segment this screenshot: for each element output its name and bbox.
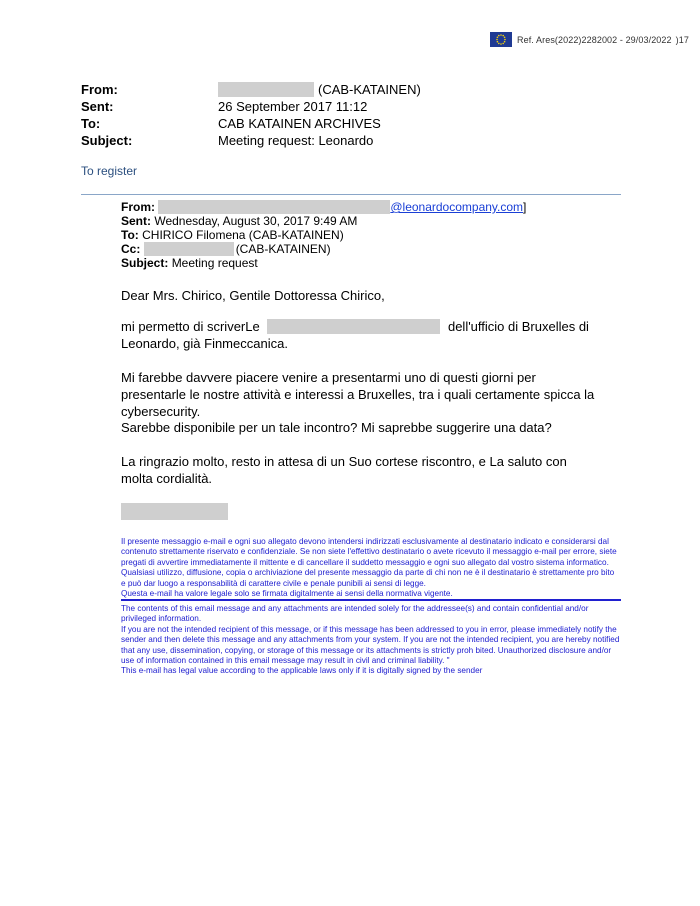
- disclaimer-english-legal: This e-mail has legal value according to the applicable laws only if it is digitally signed by the sender: [121, 666, 483, 676]
- from-department: (CAB-KATAINEN): [318, 82, 421, 97]
- signature-redaction: [121, 503, 228, 520]
- inner-to-label: To:: [121, 228, 139, 242]
- redaction-block: [267, 319, 440, 334]
- inner-from-label: From:: [121, 200, 155, 214]
- inner-subject-label: Subject:: [121, 256, 169, 270]
- paragraph-1-start: mi permetto di scriverLe: [121, 319, 260, 334]
- to-value: CAB KATAINEN ARCHIVES: [218, 116, 381, 131]
- register-note: To register: [81, 164, 138, 178]
- paragraph-2: Mi farebbe davvere piacere venire a presentarmi uno di questi giorni per presentarle le nostre attività e interessi a Bruxelles, tra i quali certamente spicca la cybersecurity.: [121, 370, 595, 419]
- greeting: Dear Mrs. Chirico, Gentile Dottoressa Chirico,: [121, 288, 385, 303]
- disclaimer-italian: [121, 537, 621, 599]
- inner-cc: [121, 242, 331, 256]
- inner-cc-value: (CAB-KATAINEN): [235, 242, 331, 256]
- disclaimer-italian-legal: Questa e-mail ha valore legale solo se firmata digitalmente ai sensi della normativa vigente.: [121, 589, 453, 599]
- to-label: To:: [81, 116, 101, 131]
- paragraph-4: La ringrazio molto, resto in attesa di un Suo cortese riscontro, e La saluto con molta cordialità.: [121, 454, 567, 486]
- disclaimer-italian-text: Il presente messaggio e-mail e ogni suo allegato devono intendersi indirizzati esclusivamente al destinatario indicato e considerarsi dal contenuto strettamente riservato e confidenziale. Se non siete l'effettivo destinatario o avete ricevuto il messaggio e-mail per errore, siete pregati di avvertire immediatamente il mittente e di cancellare il suddetto messaggio e ogni suo allegato dal vostro sistema informatico. Qualsiasi utilizzo, diffusione, copia o archiviazione del presente messaggio da parte di chi non ne è il destinatario è strettamente pro bito e può dar luogo a responsabilità di carattere civile e penale punibili ai sensi di legge.: [121, 537, 617, 588]
- sent-value: 26 September 2017 11:12: [218, 99, 368, 114]
- from-label: From:: [81, 82, 118, 97]
- eu-flag-icon: [490, 32, 512, 47]
- redaction-block: [158, 200, 390, 214]
- inner-from-bracket: ]: [523, 200, 527, 214]
- inner-sent-value: Wednesday, August 30, 2017 9:49 AM: [154, 214, 358, 228]
- subject-value: Meeting request: Leonardo: [218, 133, 374, 148]
- redaction-block: [144, 242, 234, 256]
- inner-subject-value: Meeting request: [171, 256, 258, 270]
- sender-email-link[interactable]: @leonardocompany.com: [390, 200, 524, 214]
- header-divider: [81, 194, 621, 195]
- ref-suffix: )17: [675, 34, 689, 45]
- paragraph-1-line2: Leonardo, già Finmeccanica.: [121, 336, 288, 351]
- redaction-block: [218, 82, 314, 97]
- ref-stamp: [490, 32, 689, 47]
- disclaimer-english: [121, 604, 621, 677]
- inner-sent-label: Sent:: [121, 214, 151, 228]
- inner-cc-label: Cc:: [121, 242, 141, 256]
- inner-to: [121, 228, 344, 242]
- inner-subject: [121, 256, 258, 270]
- from-value: [218, 82, 421, 97]
- inner-to-value: CHIRICO Filomena (CAB-KATAINEN): [142, 228, 344, 242]
- inner-sent: [121, 214, 357, 228]
- inner-from: [121, 200, 526, 214]
- sent-label: Sent:: [81, 99, 114, 114]
- paragraph-1-end: dell'ufficio di Bruxelles di: [447, 319, 589, 334]
- subject-label: Subject:: [81, 133, 133, 148]
- disclaimer-english-notice: If you are not the intended recipient of this message, or if this message has been addressed to you in error, please immediately notify the sender and then delete this message and any attachments from your system. If you are not the intended recipient, you are hereby notified that any use, dissemination, copying, or storage of this message or its attachments is strictly proh bited. Unauthorized disclosure and/or use of information contained in this email message may result in civil and criminal liability. ": [121, 624, 620, 666]
- paragraph-1: [121, 318, 601, 352]
- paragraph-3: Sarebbe disponibile per un tale incontro? Mi saprebbe suggerire una data?: [121, 420, 552, 435]
- ref-text: Ref. Ares(2022)2282002 - 29/03/2022: [517, 34, 672, 45]
- disclaimer-divider: [121, 599, 621, 601]
- disclaimer-english-text: The contents of this email message and any attachments are intended solely for the addressee(s) and contain confidential and/or privileged information.: [121, 604, 589, 624]
